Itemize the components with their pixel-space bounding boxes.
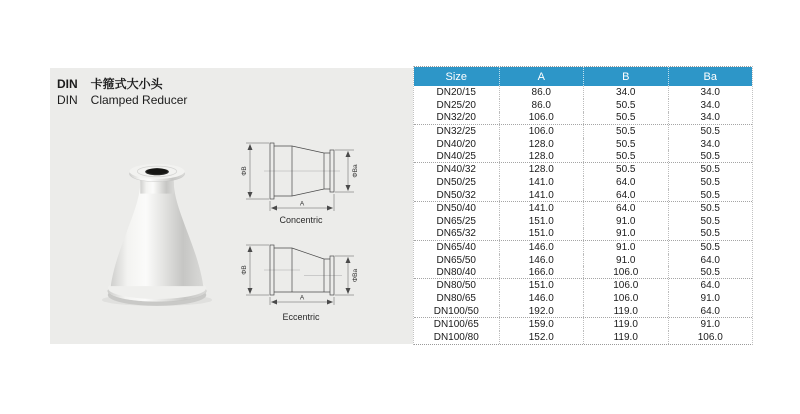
table-cell: DN32/25 xyxy=(436,125,476,137)
table-cell: 119.0 xyxy=(583,318,668,331)
table-cell: 151.0 xyxy=(499,215,584,228)
table-cell: DN65/40 xyxy=(436,241,476,253)
product-photo xyxy=(95,150,223,312)
table-cell: 91.0 xyxy=(668,292,753,305)
table-cell: DN40/32 xyxy=(436,164,476,176)
table-cell: 50.5 xyxy=(668,241,753,254)
table-cell: 146.0 xyxy=(499,254,584,267)
table-cell: 34.0 xyxy=(583,86,668,99)
eccentric-outline xyxy=(264,245,342,295)
table-cell: 106.0 xyxy=(583,266,668,278)
column-header: Size xyxy=(445,70,467,83)
table-cell: 146.0 xyxy=(499,292,584,305)
table-cell: 50.5 xyxy=(668,189,753,201)
table-cell: 50.5 xyxy=(668,163,753,176)
table-cell: DN50/25 xyxy=(436,177,476,189)
table-cell: 152.0 xyxy=(499,331,584,344)
table-cell: 34.0 xyxy=(668,112,753,124)
product-name-en: Clamped Reducer xyxy=(90,93,188,107)
concentric-drawing xyxy=(240,137,362,215)
table-row xyxy=(414,189,752,202)
table-cell: 106.0 xyxy=(668,331,753,344)
table-row xyxy=(414,228,752,241)
table-row xyxy=(414,112,752,125)
table-cell: 151.0 xyxy=(499,279,584,292)
table-cell: DN50/32 xyxy=(436,189,476,201)
table-cell: 192.0 xyxy=(499,305,584,317)
table-row xyxy=(414,138,752,151)
table-cell: 34.0 xyxy=(668,86,753,99)
table-cell: 50.5 xyxy=(668,202,753,215)
reducer-cone xyxy=(111,182,204,286)
dim-label-b: ΦB xyxy=(241,265,248,275)
table-cell: 64.0 xyxy=(668,254,753,267)
table-cell: 141.0 xyxy=(499,189,584,201)
table-cell: DN100/50 xyxy=(433,305,479,317)
table-cell: 141.0 xyxy=(499,202,584,215)
table-cell: DN100/65 xyxy=(433,318,479,330)
table-cell: 50.5 xyxy=(583,112,668,124)
table-row xyxy=(414,125,752,138)
table-cell: 91.0 xyxy=(583,254,668,267)
table-row xyxy=(414,279,752,292)
table-cell: DN25/20 xyxy=(436,99,476,111)
table-cell: DN32/20 xyxy=(436,112,476,124)
table-cell: DN100/80 xyxy=(433,331,479,343)
concentric-outline xyxy=(264,143,340,199)
table-cell: DN40/20 xyxy=(436,138,476,150)
table-cell: DN80/50 xyxy=(436,280,476,292)
table-cell: 64.0 xyxy=(668,305,753,317)
table-cell: 64.0 xyxy=(583,202,668,215)
table-row xyxy=(414,86,752,99)
standard-code-cn: DIN xyxy=(57,77,78,91)
table-cell: 91.0 xyxy=(668,318,753,331)
table-cell: DN80/40 xyxy=(436,266,476,278)
table-row xyxy=(414,163,752,176)
table-row xyxy=(414,266,752,279)
table-cell: 50.5 xyxy=(583,163,668,176)
table-cell: 50.5 xyxy=(668,215,753,228)
table-cell: 64.0 xyxy=(583,176,668,189)
table-cell: DN65/25 xyxy=(436,215,476,227)
table-cell: 86.0 xyxy=(499,99,584,112)
table-cell: 34.0 xyxy=(668,99,753,112)
table-cell: 50.5 xyxy=(583,125,668,138)
column-header: A xyxy=(499,67,584,86)
table-cell: 91.0 xyxy=(583,241,668,254)
eccentric-label: Eccentric xyxy=(282,312,320,322)
concentric-label: Concentric xyxy=(279,215,323,225)
standard-code-en: DIN xyxy=(57,93,78,107)
table-cell: 159.0 xyxy=(499,318,584,331)
product-title-cn xyxy=(57,76,187,92)
table-cell: 64.0 xyxy=(583,189,668,201)
table-row xyxy=(414,202,752,215)
dim-label-a: A xyxy=(299,294,305,302)
table-cell: 50.5 xyxy=(668,266,753,278)
table-cell: 119.0 xyxy=(583,305,668,317)
table-row xyxy=(414,331,752,344)
table-cell: 128.0 xyxy=(499,163,584,176)
table-row xyxy=(414,176,752,189)
table-cell: 91.0 xyxy=(583,228,668,240)
table-row xyxy=(414,99,752,112)
table-cell: DN20/15 xyxy=(436,86,476,98)
eccentric-drawing xyxy=(240,243,362,307)
table-cell: 64.0 xyxy=(668,279,753,292)
dim-label-a: A xyxy=(299,200,305,208)
table-row xyxy=(414,318,752,331)
table-cell: 106.0 xyxy=(583,292,668,305)
table-cell: 106.0 xyxy=(583,279,668,292)
spec-table-body xyxy=(414,86,752,344)
column-header: B xyxy=(583,67,668,86)
spec-table xyxy=(413,66,753,345)
table-cell: 34.0 xyxy=(668,138,753,151)
table-cell: 128.0 xyxy=(499,150,584,162)
table-cell: 141.0 xyxy=(499,176,584,189)
column-header: Ba xyxy=(668,67,753,86)
table-row xyxy=(414,254,752,267)
product-title-en xyxy=(57,92,187,108)
table-cell: DN65/32 xyxy=(436,228,476,240)
table-cell: 151.0 xyxy=(499,228,584,240)
table-cell: 106.0 xyxy=(499,125,584,138)
table-cell: 119.0 xyxy=(583,331,668,344)
table-cell: 50.5 xyxy=(668,228,753,240)
product-title xyxy=(57,76,187,108)
table-cell: 146.0 xyxy=(499,241,584,254)
dim-label-b: ΦB xyxy=(241,166,248,176)
dim-label-ba: ΦBa xyxy=(352,268,359,283)
table-cell: 106.0 xyxy=(499,112,584,124)
table-cell: DN40/25 xyxy=(436,150,476,162)
table-cell: 50.5 xyxy=(668,125,753,138)
table-cell: DN80/65 xyxy=(436,293,476,305)
dim-label-ba: ΦBa xyxy=(352,164,359,178)
table-cell: 166.0 xyxy=(499,266,584,278)
table-cell: 50.5 xyxy=(583,99,668,112)
table-row xyxy=(414,215,752,228)
table-cell: 50.5 xyxy=(668,150,753,162)
table-cell: DN65/50 xyxy=(436,254,476,266)
table-cell: DN50/40 xyxy=(436,202,476,214)
table-cell: 128.0 xyxy=(499,138,584,151)
table-row xyxy=(414,305,752,318)
table-row xyxy=(414,150,752,163)
table-cell: 50.5 xyxy=(583,138,668,151)
table-cell: 50.5 xyxy=(668,176,753,189)
table-row xyxy=(414,292,752,305)
spec-table-header xyxy=(414,67,752,86)
table-row xyxy=(414,241,752,254)
table-cell: 86.0 xyxy=(499,86,584,99)
table-cell: 91.0 xyxy=(583,215,668,228)
product-name-cn: 卡箍式大小头 xyxy=(90,77,163,91)
table-cell: 50.5 xyxy=(583,150,668,162)
